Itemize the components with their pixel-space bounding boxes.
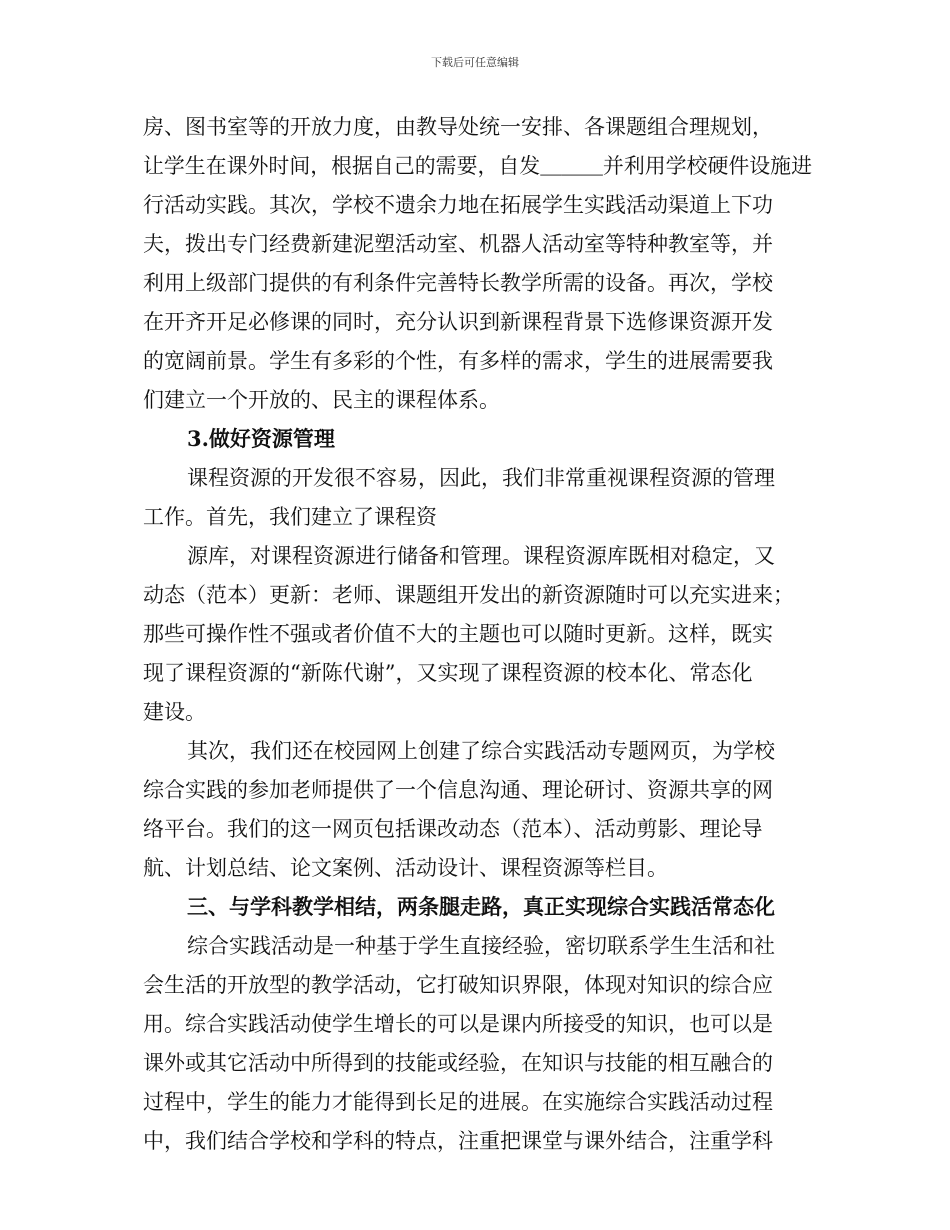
- text-line: 建设。: [143, 700, 206, 724]
- text-line: 航、计划总结、论文案例、活动设计、课程资源等栏目。: [143, 856, 668, 880]
- text-line: 工作。首先，我们建立了课程资: [143, 505, 437, 529]
- text-line: 那些可操作性不强或者价值不大的主题也可以随时更新。这样，既实: [143, 622, 773, 646]
- text-line: 源库，对课程资源进行储备和管理。课程资源库既相对稳定，又: [187, 544, 775, 568]
- page-header-note: 下载后可任意编辑: [431, 56, 519, 69]
- text-line: 在开齐开足必修课的同时，充分认识到新课程背景下选修课资源开发: [143, 310, 773, 334]
- text-line: 的宽阔前景。学生有多彩的个性，有多样的需求，学生的进展需要我: [143, 349, 773, 373]
- text-line: 综合实践的参加老师提供了一个信息沟通、理论研讨、资源共享的网: [143, 778, 773, 802]
- text-line: 现了课程资源的“新陈代谢”，又实现了课程资源的校本化、常态化: [143, 661, 753, 685]
- text-line: 其次，我们还在校园网上创建了综合实践活动专题网页，为学校: [187, 739, 775, 763]
- text-line: 动态（范本）更新：老师、课题组开发出的新资源随时可以充实进来；: [143, 583, 794, 607]
- text-line: 利用上级部门提供的有利条件完善特长教学所需的设备。再次，学校: [143, 271, 773, 295]
- text-line: 络平台。我们的这一网页包括课改动态（范本）、活动剪影、理论导: [143, 817, 763, 841]
- text-line: 课程资源的开发很不容易，因此，我们非常重视课程资源的管理: [187, 466, 775, 490]
- text-line: 行活动实践。其次，学校不遗余力地在拓展学生实践活动渠道上下功: [143, 193, 773, 217]
- text-line: 房、图书室等的开放力度，由教导处统一安排、各课题组合理规划，: [143, 115, 773, 139]
- text-line: 过程中，学生的能力才能得到长足的进展。在实施综合实践活动过程: [143, 1090, 773, 1114]
- section-heading: 三、与学科教学相结，两条腿走路，真正实现综合实践活常态化: [187, 894, 775, 919]
- text-line: 中，我们结合学校和学科的特点，注重把课堂与课外结合，注重学科: [143, 1129, 773, 1153]
- section-heading: 3.做好资源管理: [187, 426, 335, 451]
- text-line: 夫，拨出专门经费新建泥塑活动室、机器人活动室等特种教室等，并: [143, 232, 773, 256]
- text-line: 们建立一个开放的、民主的课程体系。: [143, 388, 500, 412]
- text-line: 综合实践活动是一种基于学生直接经验，密切联系学生生活和社: [187, 934, 775, 958]
- text-line: 会生活的开放型的教学活动，它打破知识界限，体现对知识的综合应: [143, 973, 773, 997]
- text-line: 课外或其它活动中所得到的技能或经验，在知识与技能的相互融合的: [143, 1051, 773, 1075]
- text-line: 让学生在课外时间，根据自己的需要，自发＿＿＿并利用学校硬件设施进: [143, 154, 812, 178]
- text-line: 用。综合实践活动使学生增长的可以是课内所接受的知识，也可以是: [143, 1012, 773, 1036]
